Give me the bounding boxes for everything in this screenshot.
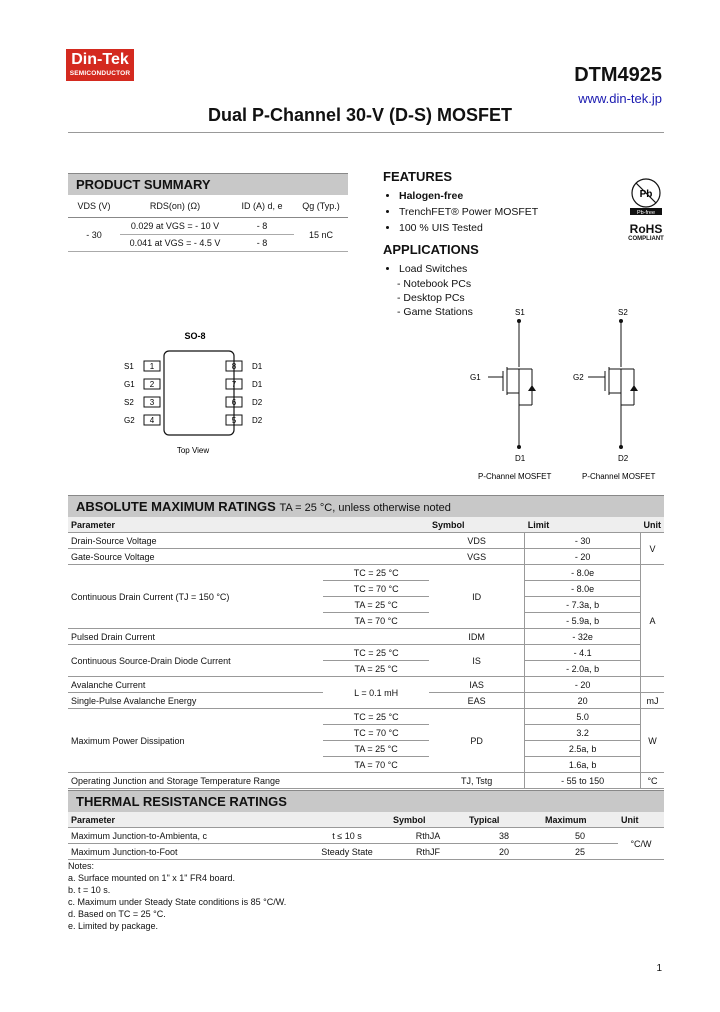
id-value-2: - 8 xyxy=(230,235,294,252)
so8-package-diagram xyxy=(110,325,280,460)
thermal-heading: THERMAL RESISTANCE RATINGS xyxy=(68,790,664,812)
website-link[interactable]: www.din-tek.jp xyxy=(578,91,662,106)
rds-value-2: 0.041 at VGS = - 4.5 V xyxy=(120,235,230,252)
logo-name: Din-Tek xyxy=(71,51,129,68)
company-logo xyxy=(66,49,134,81)
notes: Notes: a. Surface mounted on 1" x 1" FR4 board. b. t = 10 s. c. Maximum under Steady State conditions is 85 °C/W. d. Based on TC = 25 °C. e. Limited by package. xyxy=(68,861,287,931)
amr-heading: ABSOLUTE MAXIMUM RATINGS TA = 25 °C, unless otherwise noted xyxy=(68,495,664,517)
col-rds: RDS(on) (Ω) xyxy=(120,195,230,218)
pb-free-icon xyxy=(628,175,664,215)
application-item: • Load Switches xyxy=(399,261,538,277)
absolute-max-ratings: ABSOLUTE MAXIMUM RATINGS TA = 25 °C, unless otherwise noted Parameter Symbol Limit Unit Drain-Source Voltage VDS - 30 V Gate-Source Voltage VGS - 20 Continuous Drain Current (TJ = 150 °C) TC = 25 °C ID - 8.0e A TC = 70 °C - 8.0e TA = 25 °C - 7.3a, b TA = 70 °C - 5.9a, b Pulsed Drain Current IDM - 32e Continuous Source-Drain Diode Current TC = 25 °C IS - 4.1 TA = 25 °C - 2.0a, b Avalanche Current L = 0.1 mH IAS - 20 Single-Pulse Avalanche Energy EAS 20 mJ Maximum Power Dissipation TC = 25 °C PD 5.0 W TC = 70 °C 3.2 TA = 25 °C 2.5a, b TA = 70 °C 1.6a, b Operating Junction and Storage Temperature Range TJ, Tstg - 55 to 150 °C xyxy=(68,495,664,789)
col-qg: Qg (Typ.) xyxy=(294,195,348,218)
page-title: Dual P-Channel 30-V (D-S) MOSFET xyxy=(207,105,513,125)
schem-caption: P-Channel MOSFET xyxy=(478,472,552,481)
col-id: ID (A) d, e xyxy=(230,195,294,218)
pin-label: D2 xyxy=(252,416,263,425)
schem-label: G2 xyxy=(573,373,584,382)
pin-label: D1 xyxy=(252,380,263,389)
pin-label: G2 xyxy=(124,416,135,425)
svg-text:4: 4 xyxy=(149,416,155,425)
schem-caption: P-Channel MOSFET xyxy=(582,472,656,481)
svg-text:Pb: Pb xyxy=(639,189,653,200)
svg-text:2: 2 xyxy=(149,380,155,389)
schem-label: G1 xyxy=(470,373,481,382)
feature-item: • Halogen-free xyxy=(399,188,538,204)
schem-label: S1 xyxy=(515,308,525,317)
feature-item: • 100 % UIS Tested xyxy=(399,220,538,236)
schem-label: S2 xyxy=(618,308,628,317)
rohs-text: RoHS xyxy=(629,222,663,236)
rohs-sub: COMPLIANT xyxy=(628,236,664,242)
pb-free-label: Pb-free xyxy=(636,210,656,215)
svg-text:7: 7 xyxy=(231,380,237,389)
col-vds: VDS (V) xyxy=(68,195,120,218)
pin-label: G1 xyxy=(124,380,135,389)
pin-label: D2 xyxy=(252,398,263,407)
rds-value-1: 0.029 at VGS = - 10 V xyxy=(120,218,230,235)
pin-label: S1 xyxy=(124,362,134,371)
application-sub: - Desktop PCs xyxy=(397,292,465,304)
schem-label: D1 xyxy=(515,454,526,463)
application-sub: - Notebook PCs xyxy=(397,278,472,290)
svg-text:5: 5 xyxy=(231,416,237,425)
feature-item: • TrenchFET® Power MOSFET xyxy=(399,204,538,220)
mosfet-schematics xyxy=(460,305,670,485)
pin-label: S2 xyxy=(124,398,134,407)
svg-text:8: 8 xyxy=(231,362,237,371)
vds-value: - 30 xyxy=(68,218,120,252)
application-sub: - Game Stations xyxy=(397,306,473,318)
features-section xyxy=(383,169,538,319)
svg-text:6: 6 xyxy=(231,398,237,407)
applications-heading: APPLICATIONS xyxy=(383,242,479,257)
svg-text:3: 3 xyxy=(149,398,155,407)
package-view: Top View xyxy=(176,446,210,455)
part-number: DTM4925 xyxy=(574,64,662,86)
features-heading: FEATURES xyxy=(383,169,453,184)
page-number: 1 xyxy=(656,963,662,974)
thermal-resistance: THERMAL RESISTANCE RATINGS Parameter Symbol Typical Maximum Unit Maximum Junction-to-Ambienta, c t ≤ 10 s RthJA 38 50 °C/W Maximum Junction-to-Foot Steady State RthJF 20 25 xyxy=(68,790,664,860)
product-summary-heading: PRODUCT SUMMARY xyxy=(68,173,348,195)
logo-tagline: SEMICONDUCTOR xyxy=(69,70,131,77)
schem-label: D2 xyxy=(618,454,629,463)
title-divider xyxy=(68,132,664,133)
rohs-badge xyxy=(628,175,664,242)
qg-value: 15 nC xyxy=(294,218,348,252)
package-name: SO-8 xyxy=(184,331,206,341)
product-summary xyxy=(68,173,348,252)
pin-label: D1 xyxy=(252,362,263,371)
svg-text:1: 1 xyxy=(149,362,155,371)
id-value-1: - 8 xyxy=(230,218,294,235)
